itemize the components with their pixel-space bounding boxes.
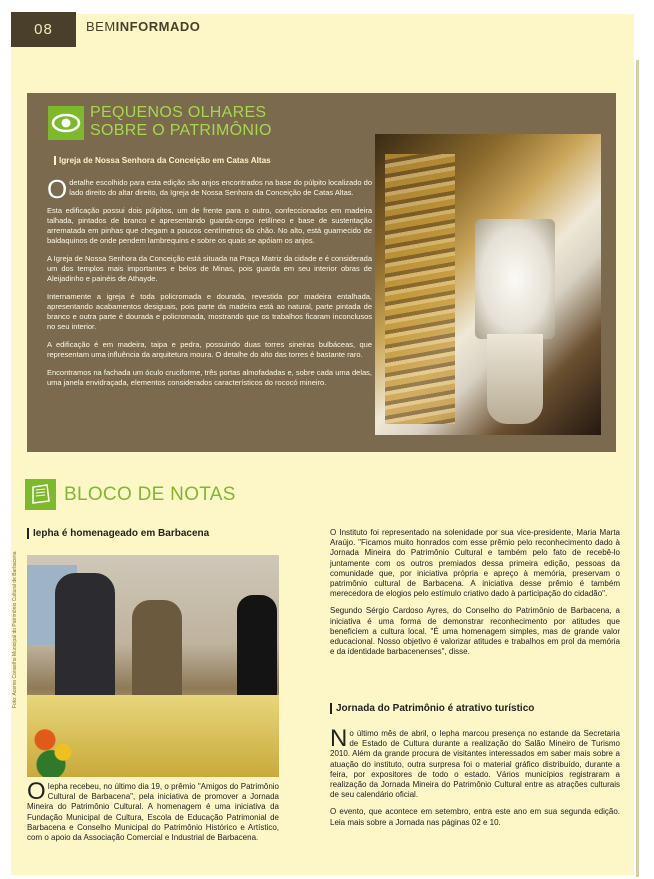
page-edge-rule [636, 60, 639, 877]
feature-title-line2: SOBRE O PATRIMÔNIO [90, 122, 272, 139]
article-paragraph [27, 778, 279, 843]
article-paragraph: O evento, que acontece em setembro, entra este ano em sua segunda edição. Leia mais sobre a Jornada nas páginas 02 e 10. [330, 807, 620, 827]
feature-dropcap: O [47, 174, 68, 204]
article-body-right [330, 528, 620, 664]
person-signing [55, 573, 115, 701]
article-body-left [27, 778, 279, 850]
publication-title-bold: INFORMADO [115, 19, 201, 34]
article-dropcap: O [27, 778, 46, 805]
article-headline: Jornada do Patrimônio é atrativo turístico [330, 703, 534, 714]
gilded-carving [385, 154, 455, 424]
feature-paragraph: Internamente a igreja é toda policromada e dourada, revestida por madeira entalhada, apresentando acabamentos desiguais, pois parte da madeira está ao natural, parte pintada de branco e outra parte é dourada e policromada, mostrando que os trabalhos ficaram inconclusos no seu interior. [47, 292, 372, 331]
section-title: BLOCO DE NOTAS [64, 484, 236, 505]
feature-paragraph [47, 174, 372, 204]
white-pulpit [475, 219, 555, 339]
article-headline: Iepha é homenageado em Barbacena [27, 528, 209, 539]
feature-paragraph: A edificação é em madeira, taipa e pedra, possuindo duas torres sineiras bulbáceas, que representam uma influência da arquitetura moura. O detalhe do alto das torres é bastante raro. [47, 340, 372, 359]
article-dropcap: N [330, 725, 348, 752]
notepad-icon [25, 479, 56, 510]
article-paragraph: O Instituto foi representado na solenidade por sua vice-presidente, Maria Marta Araújo. "Ficamos muito honrados com esse prêmio pelo reconhecimento dado à Jornada Mineira do Patrimônio Cultural e também pelo fato de recebê-lo juntamente com os outros premiados dessa primeira edição, pessoas da comunidade que, por iniciativa própria e apreço à memória, preservam o patrimônio cultural de Barbacena. A iniciativa desse prêmio é também merecedora de elogios pelo estímulo criativo dado à participação do cidadão". [330, 528, 620, 599]
photo-credit: Foto: Acervo Conselho Municipal do Patrimônio Cultural de Barbacena [12, 551, 18, 708]
flower-arrangement [27, 715, 87, 777]
award-ceremony-photo [27, 555, 279, 777]
article-paragraph [330, 725, 620, 800]
feature-title-line1: PEQUENOS OLHARES [90, 104, 267, 121]
article-paragraph-text: Iepha recebeu, no último dia 19, o prêmio "Amigos do Patrimônio Cultural de Barbacena", pela iniciativa de promover a Jornada Mineira do Patrimônio Cultural. A homenagem é uma iniciativa da Fundação Municipal de Cultura, Escola de Educação Patrimonial de Barbacena e Conselho Municipal do Patrimônio Histórico e Artístico, com o apoio da Associação Comercial e Industrial de Barbacena. [27, 782, 279, 843]
article-paragraph-text: o último mês de abril, o Iepha marcou presença no estande da Secretaria de Estado de Cultura durante a realização do Salão Mineiro de Turismo 2010. Além da grande procura de visitantes interessados em saber mais sobre a atuação do instituto, outra surpresa foi o material gráfico distribuído, durante a feira, por expositores de todo o estado. Vários municípios registraram a realização da Jornada Mineira do Patrimônio Cultural entre as atrações culturais de seu calendário oficial. [330, 729, 620, 800]
article-body-2 [330, 725, 620, 835]
article-paragraph: Segundo Sérgio Cardoso Ayres, do Conselho do Patrimônio de Barbacena, a iniciativa é uma forma de demonstrar reconhecimento por atitudes que beneficiem a cultura local. "É uma homenagem simples, mas de grande valor educacional. Nosso objetivo é valorizar atitudes e trabalhos em prol da memória e da identidade barbacenenses", disse. [330, 606, 620, 657]
feature-body [47, 174, 372, 396]
feature-paragraph: Esta edificação possui dois púlpitos, um de frente para o outro, confeccionados em madeira talhada, pintados de branco e apresentando guarda-corpo retilíneo e base de sustentação arrematada em pinhas que chegam a poucos centímetros do chão. No alto, está guarnecido de baldaquinos de onde pendem lambrequins e sobre os quais se apóiam os anjos. [47, 206, 372, 245]
feature-caption: Igreja de Nossa Senhora da Conceição em Catas Altas [54, 156, 271, 165]
feature-title [90, 104, 350, 140]
feature-paragraph: A Igreja de Nossa Senhora da Conceição está situada na Praça Matriz da cidade e é considerada um dos templos mais importantes e belos de Minas, pois guarda em seu interior obras de Aleijadinho e painéis de Athayde. [47, 254, 372, 283]
publication-title-thin: BEM [86, 19, 116, 34]
publication-title [86, 19, 200, 34]
church-pulpit-photo [375, 134, 601, 435]
pulpit-base [487, 334, 543, 424]
feature-paragraph-text: detalhe escolhido para esta edição são anjos encontrados na base do púlpito localizado do lado direito do altar direito, da Igreja de Nossa Senhora da Conceição de Catas Altas. [69, 178, 372, 197]
eye-icon [48, 106, 84, 140]
page-number: 08 [11, 12, 76, 47]
feature-paragraph: Encontramos na fachada um óculo cruciforme, três portas almofadadas e, sobre cada uma delas, uma janela envidraçada, elementos considerados característicos do rococó mineiro. [47, 368, 372, 387]
person-standing [132, 600, 182, 700]
